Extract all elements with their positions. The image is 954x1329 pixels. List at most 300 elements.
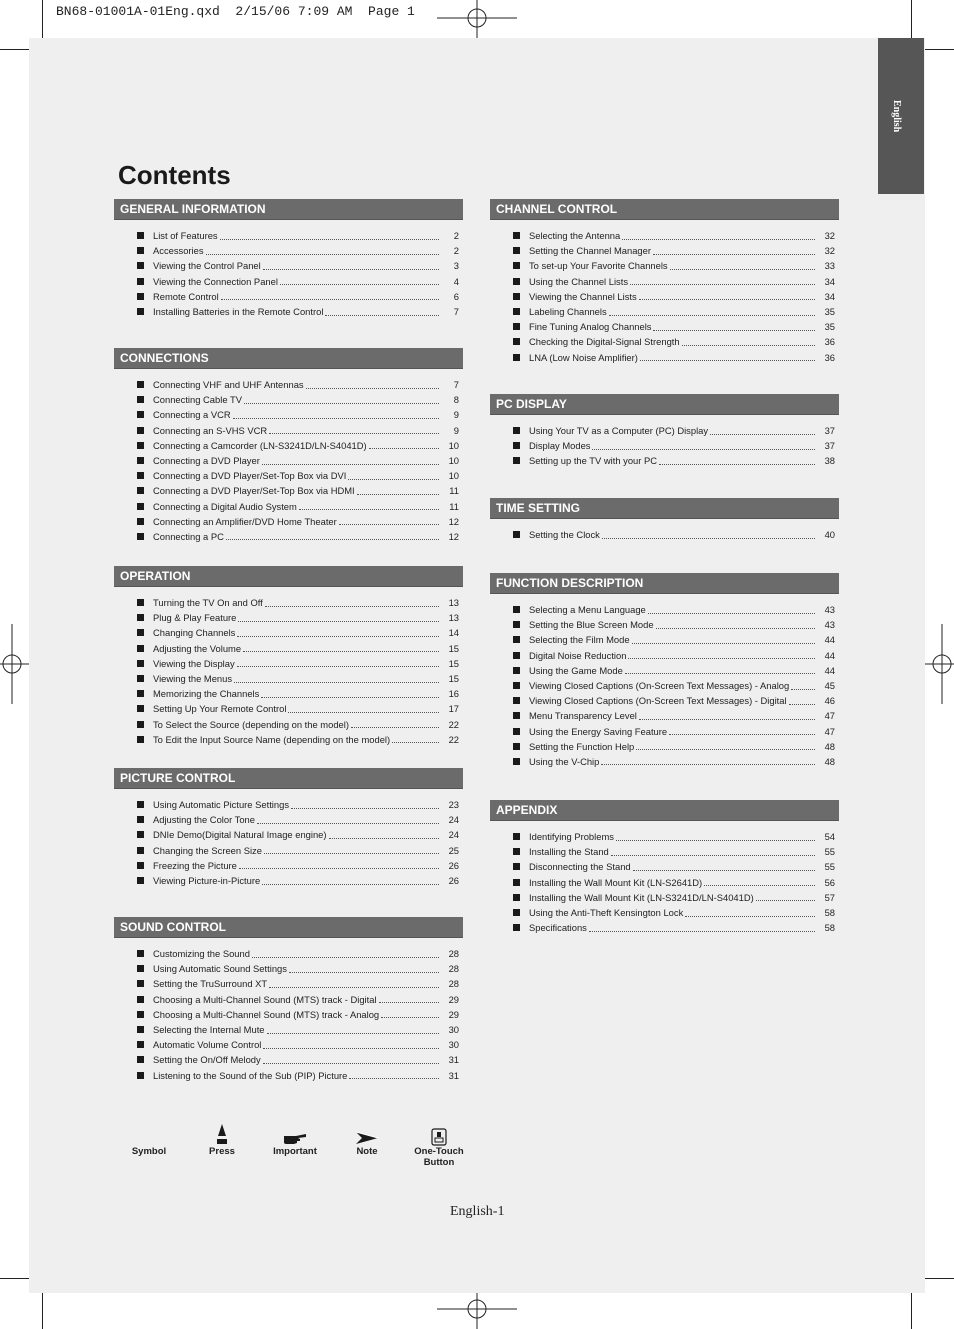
toc-entry-page: 24 (448, 814, 459, 826)
toc-entry-title: Connecting a DVD Player (153, 454, 260, 466)
toc-entry-title: To Edit the Input Source Name (depending on the model) (153, 733, 391, 745)
dot-leader (252, 942, 439, 958)
toc-section (114, 199, 463, 319)
toc-entry-title: Disconnecting the Stand (529, 861, 631, 873)
dot-leader (263, 1048, 439, 1064)
dot-leader (325, 300, 439, 316)
square-bullet-icon (513, 636, 520, 643)
toc-entry[interactable] (114, 732, 463, 747)
toc-entry-page: 22 (448, 718, 459, 730)
legend-one-touch-label: One-Touch (414, 1146, 464, 1157)
toc-entry-page: 36 (824, 351, 835, 363)
dot-leader (262, 869, 439, 885)
toc-entry-title: Using Automatic Picture Settings (153, 799, 290, 810)
dot-leader (589, 916, 815, 932)
legend-note (346, 1118, 388, 1157)
toc-entry-title: Viewing the Connection Panel (153, 275, 278, 287)
toc-entry-title: Labeling Channels (529, 305, 607, 317)
toc-entry-title: Viewing the Menus (153, 672, 233, 684)
toc-entry-page: 34 (824, 290, 835, 302)
square-bullet-icon (137, 1026, 144, 1033)
square-bullet-icon (513, 682, 520, 689)
dot-leader (244, 388, 439, 404)
registration-mark-bottom (437, 1293, 517, 1329)
square-bullet-icon (513, 606, 520, 613)
toc-entry-title: Viewing the Channel Lists (529, 290, 637, 302)
dot-leader (392, 727, 439, 743)
toc-entry[interactable] (490, 920, 839, 935)
square-bullet-icon (137, 660, 144, 667)
section-heading: TIME SETTING (490, 498, 839, 519)
crop-mark (925, 49, 954, 50)
toc-entry-page: 10 (448, 454, 459, 466)
square-bullet-icon (137, 396, 144, 403)
square-bullet-icon (513, 667, 520, 674)
square-bullet-icon (513, 442, 520, 449)
toc-entry-page: 57 (824, 891, 835, 903)
toc-entry-page: 15 (448, 642, 459, 654)
toc-entry-title: Connecting a VCR (153, 409, 231, 421)
square-bullet-icon (513, 457, 520, 464)
square-bullet-icon (513, 247, 520, 254)
dot-leader (592, 434, 815, 450)
toc-entry-page: 34 (824, 275, 835, 287)
toc-list (490, 594, 839, 769)
toc-entry-page: 37 (824, 425, 835, 436)
registration-mark-top (437, 0, 517, 38)
toc-entry-title: Selecting the Antenna (529, 230, 621, 241)
square-bullet-icon (513, 531, 520, 538)
toc-entry-title: Selecting the Internal Mute (153, 1023, 265, 1035)
dot-leader (206, 239, 439, 255)
toc-entry-title: Viewing Picture-in-Picture (153, 874, 261, 886)
square-bullet-icon (513, 338, 520, 345)
toc-entry-title: Digital Noise Reduction (529, 649, 627, 661)
press-icon (216, 1122, 228, 1146)
toc-entry-page: 56 (824, 876, 835, 888)
dot-leader (704, 870, 815, 886)
dot-leader (221, 284, 439, 300)
toc-entry-title: Using the V-Chip (529, 755, 600, 767)
toc-entry-page: 14 (448, 627, 459, 639)
dot-leader (263, 254, 439, 270)
toc-section (114, 917, 463, 1083)
toc-entry-page: 12 (448, 530, 459, 542)
note-arrow-icon (355, 1130, 379, 1146)
toc-entry-page: 2 (453, 245, 459, 257)
square-bullet-icon (513, 924, 520, 931)
legend-symbol-label: Symbol (131, 1146, 167, 1157)
toc-entry-title: LNA (Low Noise Amplifier) (529, 351, 638, 363)
square-bullet-icon (137, 381, 144, 388)
toc-entry-title: Listening to the Sound of the Sub (PIP) Picture (153, 1069, 348, 1081)
toc-entry-page: 7 (453, 305, 459, 317)
toc-list (490, 220, 839, 365)
toc-entry-page: 8 (453, 394, 459, 406)
toc-entry-page: 29 (448, 993, 459, 1005)
toc-entry[interactable] (490, 663, 839, 678)
toc-entry-page: 37 (824, 440, 835, 452)
crop-mark (925, 1278, 954, 1279)
section-heading: CHANNEL CONTROL (490, 199, 839, 220)
toc-entry-title: To set-up Your Favorite Channels (529, 260, 668, 272)
dot-leader (656, 613, 815, 629)
toc-entry[interactable] (490, 453, 839, 468)
dot-leader (220, 224, 439, 240)
toc-entry-title: Viewing the Display (153, 657, 235, 669)
dot-leader (670, 254, 815, 270)
page-title: Contents (118, 160, 231, 190)
square-bullet-icon (137, 1011, 144, 1018)
crop-mark (42, 1293, 43, 1329)
toc-entry[interactable] (114, 304, 463, 319)
toc-entry-title: Connecting an Amplifier/DVD Home Theater (153, 515, 337, 527)
toc-list (114, 938, 463, 1083)
toc-entry-page: 17 (448, 703, 459, 715)
dot-leader (659, 449, 815, 465)
square-bullet-icon (137, 533, 144, 540)
toc-entry-title: Connecting a Digital Audio System (153, 500, 297, 512)
square-bullet-icon (137, 614, 144, 621)
legend-press (200, 1118, 244, 1157)
square-bullet-icon (513, 427, 520, 434)
toc-entry-title: Using the Channel Lists (529, 275, 629, 287)
toc-entry-page: 55 (824, 846, 835, 858)
toc-entry-page: 30 (448, 1039, 459, 1051)
toc-entry-title: Setting up the TV with your PC (529, 455, 658, 467)
dot-leader (261, 682, 439, 698)
legend-one-touch-label-2: Button (423, 1157, 455, 1168)
square-bullet-icon (137, 472, 144, 479)
toc-entry-page: 28 (448, 948, 459, 959)
square-bullet-icon (137, 965, 144, 972)
square-bullet-icon (137, 950, 144, 957)
toc-entry-page: 9 (453, 409, 459, 421)
toc-entry[interactable] (490, 754, 839, 769)
registration-mark-left (0, 624, 29, 704)
toc-entry-page: 35 (824, 321, 835, 333)
toc-entry[interactable] (114, 1068, 463, 1083)
toc-entry-title: To Select the Source (depending on the model) (153, 718, 349, 730)
toc-entry-title: Connecting Cable TV (153, 394, 242, 406)
square-bullet-icon (137, 232, 144, 239)
square-bullet-icon (137, 457, 144, 464)
square-bullet-icon (513, 833, 520, 840)
toc-entry-title: Setting the Channel Manager (529, 245, 651, 257)
square-bullet-icon (513, 712, 520, 719)
toc-entry-title: Setting the On/Off Melody (153, 1054, 261, 1066)
toc-entry-page: 15 (448, 657, 459, 669)
dot-leader (630, 269, 815, 285)
registration-mark-right (925, 624, 954, 704)
toc-entry-page: 44 (824, 649, 835, 661)
toc-entry-page: 12 (448, 515, 459, 527)
toc-entry-page: 31 (448, 1069, 459, 1081)
square-bullet-icon (513, 697, 520, 704)
dot-leader (234, 667, 439, 683)
square-bullet-icon (513, 758, 520, 765)
toc-entry-title: Selecting the Film Mode (529, 634, 630, 646)
section-heading: FUNCTION DESCRIPTION (490, 573, 839, 594)
square-bullet-icon (137, 1041, 144, 1048)
toc-entry-page: 28 (448, 978, 459, 990)
dot-leader (226, 524, 439, 540)
dot-leader (685, 901, 815, 917)
square-bullet-icon (513, 848, 520, 855)
toc-entry-title: Connecting an S-VHS VCR (153, 424, 268, 436)
legend-symbol (118, 1118, 180, 1157)
dot-leader (632, 628, 815, 644)
toc-entry-page: 48 (824, 740, 835, 752)
toc-entry-page: 16 (448, 688, 459, 700)
toc-entry-page: 54 (824, 831, 835, 842)
toc-entry-title: DNIe Demo(Digital Natural Image engine) (153, 829, 327, 841)
dot-leader (243, 636, 439, 652)
toc-list (490, 415, 839, 469)
toc-list (490, 519, 839, 542)
toc-entry-page: 36 (824, 336, 835, 348)
toc-entry-page: 22 (448, 733, 459, 745)
toc-entry-title: Selecting a Menu Language (529, 604, 646, 615)
toc-entry-title: Fine Tuning Analog Channels (529, 321, 652, 333)
toc-entry-title: Automatic Volume Control (153, 1039, 262, 1051)
toc-entry-page: 3 (453, 260, 459, 272)
square-bullet-icon (137, 262, 144, 269)
square-bullet-icon (137, 736, 144, 743)
dot-leader (238, 606, 439, 622)
toc-entry-title: Changing the Screen Size (153, 844, 262, 856)
square-bullet-icon (137, 308, 144, 315)
dot-leader (653, 239, 815, 255)
toc-entry-page: 11 (449, 500, 459, 512)
toc-entry-title: Using the Energy Saving Feature (529, 725, 668, 737)
dot-leader (299, 494, 439, 510)
toc-entry-title: Installing the Stand (529, 846, 609, 858)
toc-entry[interactable] (114, 873, 463, 888)
toc-entry-title: Setting the TruSurround XT (153, 978, 268, 990)
square-bullet-icon (137, 996, 144, 1003)
square-bullet-icon (513, 278, 520, 285)
dot-leader (280, 269, 439, 285)
important-hand-icon (282, 1130, 308, 1146)
toc-entry-page: 10 (448, 470, 459, 482)
dot-leader (622, 224, 815, 240)
toc-entry-page: 45 (824, 679, 835, 691)
square-bullet-icon (513, 863, 520, 870)
square-bullet-icon (513, 621, 520, 628)
toc-list (114, 369, 463, 544)
dot-leader (265, 591, 439, 607)
toc-entry-page: 13 (448, 597, 459, 608)
toc-entry-page: 13 (448, 612, 459, 624)
dot-leader (237, 621, 439, 637)
section-heading: PICTURE CONTROL (114, 768, 463, 789)
square-bullet-icon (513, 879, 520, 886)
toc-entry-title: Accessories (153, 245, 204, 257)
toc-entry-title: Memorizing the Channels (153, 688, 260, 700)
toc-entry[interactable] (114, 529, 463, 544)
dot-leader (669, 719, 815, 735)
legend-important-label: Important (273, 1146, 317, 1157)
toc-entry-title: Adjusting the Volume (153, 642, 242, 654)
toc-entry-title: Viewing Closed Captions (On-Screen Text Messages) - Analog (529, 679, 790, 691)
square-bullet-icon (513, 909, 520, 916)
toc-entry-page: 9 (453, 424, 459, 436)
square-bullet-icon (137, 427, 144, 434)
square-bullet-icon (513, 262, 520, 269)
square-bullet-icon (513, 728, 520, 735)
toc-entry-page: 47 (824, 710, 835, 722)
toc-entry-page: 35 (824, 305, 835, 317)
toc-entry-page: 44 (824, 634, 835, 646)
toc-section (114, 348, 463, 544)
section-heading: PC DISPLAY (490, 394, 839, 415)
language-tab-label: English (891, 100, 902, 133)
toc-entry-page: 7 (453, 379, 459, 390)
page-number: English-1 (450, 1204, 505, 1219)
toc-entry-title: Choosing a Multi-Channel Sound (MTS) track - Digital (153, 993, 377, 1005)
dot-leader (756, 885, 815, 901)
square-bullet-icon (137, 278, 144, 285)
language-tab (878, 38, 924, 194)
dot-leader (288, 697, 439, 713)
square-bullet-icon (137, 801, 144, 808)
toc-entry-title: Installing the Wall Mount Kit (LN-S2641D) (529, 876, 703, 888)
square-bullet-icon (513, 652, 520, 659)
dot-leader (628, 643, 815, 659)
square-bullet-icon (137, 518, 144, 525)
square-bullet-icon (137, 293, 144, 300)
toc-entry-title: Customizing the Sound (153, 948, 250, 959)
toc-entry-page: 10 (448, 439, 459, 451)
dot-leader (257, 808, 439, 824)
toc-entry[interactable] (490, 350, 839, 365)
toc-entry-title: Choosing a Multi-Channel Sound (MTS) track - Analog (153, 1008, 380, 1020)
dot-leader (625, 658, 815, 674)
section-heading: CONNECTIONS (114, 348, 463, 369)
toc-section (490, 573, 839, 769)
toc-entry-title: Connecting VHF and UHF Antennas (153, 379, 304, 390)
toc-entry-title: Using the Anti-Theft Kensington Lock (529, 906, 684, 918)
toc-entry-page: 47 (824, 725, 835, 737)
toc-entry-title: Connecting a DVD Player/Set-Top Box via DVI (153, 470, 347, 482)
dot-leader (291, 793, 439, 809)
toc-entry-title: Using Automatic Sound Settings (153, 963, 287, 975)
square-bullet-icon (137, 1072, 144, 1079)
dot-leader (611, 840, 815, 856)
toc-entry-page: 44 (824, 664, 835, 676)
toc-section (114, 768, 463, 888)
dot-leader (357, 479, 439, 495)
square-bullet-icon (137, 247, 144, 254)
dot-leader (306, 373, 439, 389)
toc-entry-title: Connecting a DVD Player/Set-Top Box via HDMI (153, 485, 355, 497)
toc-entry-title: Viewing Closed Captions (On-Screen Text Messages) - Digital (529, 695, 787, 707)
toc-list (114, 587, 463, 747)
toc-entry[interactable] (490, 678, 839, 693)
toc-entry-page: 32 (824, 230, 835, 241)
dot-leader (351, 712, 439, 728)
toc-list (490, 821, 839, 935)
section-heading: OPERATION (114, 566, 463, 587)
square-bullet-icon (137, 629, 144, 636)
toc-entry-page: 58 (824, 906, 835, 918)
legend-press-label: Press (209, 1146, 235, 1157)
section-heading: GENERAL INFORMATION (114, 199, 463, 220)
toc-entry-page: 32 (824, 245, 835, 257)
toc-entry-page: 2 (453, 230, 459, 241)
square-bullet-icon (137, 862, 144, 869)
toc-entry-page: 30 (448, 1023, 459, 1035)
toc-entry[interactable] (490, 527, 839, 542)
toc-entry-page: 23 (448, 799, 459, 810)
square-bullet-icon (137, 690, 144, 697)
dot-leader (640, 345, 815, 361)
square-bullet-icon (513, 894, 520, 901)
square-bullet-icon (137, 599, 144, 606)
toc-entry-title: Turning the TV On and Off (153, 597, 263, 608)
dot-leader (269, 418, 439, 434)
toc-entry-title: Viewing the Control Panel (153, 260, 261, 272)
toc-entry-title: Menu Transparency Level (529, 710, 637, 722)
square-bullet-icon (137, 831, 144, 838)
dot-leader (348, 464, 439, 480)
square-bullet-icon (513, 323, 520, 330)
square-bullet-icon (137, 816, 144, 823)
toc-entry-title: Installing Batteries in the Remote Control (153, 305, 324, 317)
toc-entry-page: 33 (824, 260, 835, 272)
dot-leader (791, 674, 815, 690)
dot-leader (602, 523, 815, 539)
dot-leader (379, 987, 439, 1003)
toc-entry-title: Using Your TV as a Computer (PC) Display (529, 425, 709, 436)
dot-leader (329, 823, 439, 839)
toc-list (114, 220, 463, 319)
square-bullet-icon (137, 503, 144, 510)
toc-entry-title: Installing the Wall Mount Kit (LN-S3241D/LN-S4041D) (529, 891, 754, 903)
dot-leader (710, 419, 815, 435)
square-bullet-icon (137, 487, 144, 494)
crop-mark (0, 49, 29, 50)
dot-leader (239, 853, 439, 869)
dot-leader (237, 651, 439, 667)
dot-leader (339, 509, 439, 525)
square-bullet-icon (137, 847, 144, 854)
toc-entry-page: 15 (448, 672, 459, 684)
toc-section (490, 394, 839, 469)
toc-entry-title: Connecting a Camcorder (LN-S3241D/LN-S4041D) (153, 439, 367, 451)
toc-list (114, 789, 463, 888)
toc-entry-title: Setting Up Your Remote Control (153, 703, 287, 715)
toc-entry-title: Remote Control (153, 290, 219, 302)
square-bullet-icon (513, 354, 520, 361)
dot-leader (682, 330, 815, 346)
legend-important (266, 1118, 324, 1157)
square-bullet-icon (513, 293, 520, 300)
toc-entry-page: 28 (448, 963, 459, 975)
dot-leader (653, 315, 815, 331)
toc-entry-page: 43 (824, 619, 835, 631)
print-slug: BN68-01001A-01Eng.qxd 2/15/06 7:09 AM Page 1 (56, 4, 415, 19)
toc-entry-title: Changing Channels (153, 627, 236, 639)
square-bullet-icon (137, 705, 144, 712)
toc-entry-title: Display Modes (529, 440, 591, 452)
square-bullet-icon (137, 1056, 144, 1063)
dot-leader (369, 433, 439, 449)
toc-entry-page: 25 (448, 844, 459, 856)
toc-section (490, 498, 839, 542)
dot-leader (636, 734, 815, 750)
